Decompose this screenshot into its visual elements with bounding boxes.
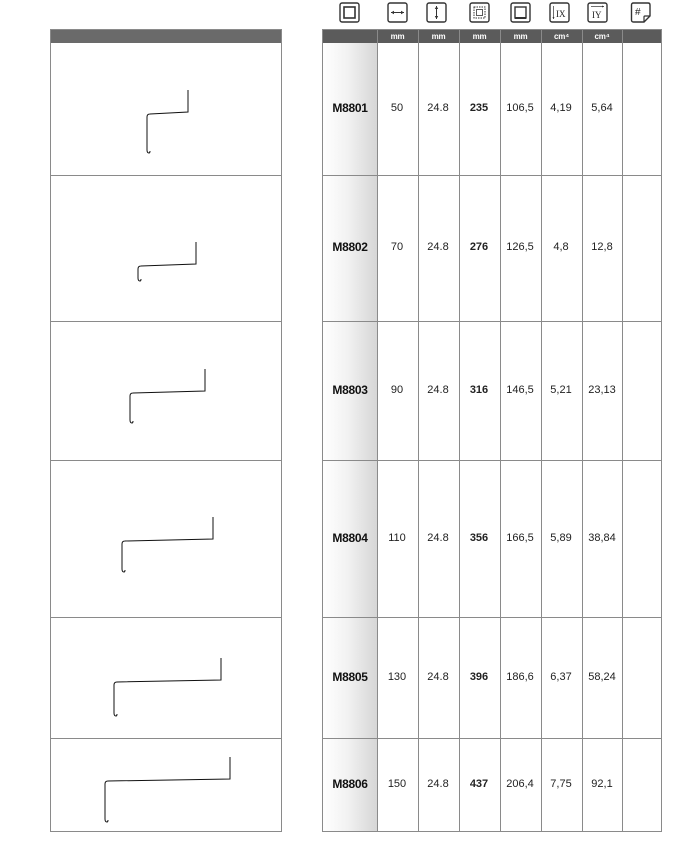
cell-area: 206,4 xyxy=(506,777,534,790)
profile-drawing xyxy=(51,618,281,739)
profile-drawing xyxy=(51,739,281,832)
cell-height: 24.8 xyxy=(427,383,449,396)
svg-text:IY: IY xyxy=(592,10,602,20)
cell-height: 24.8 xyxy=(427,531,449,544)
cell-area: 126,5 xyxy=(506,241,534,253)
iy-icon xyxy=(587,2,608,23)
profile-code: M8806 xyxy=(332,776,368,791)
svg-text:IX: IX xyxy=(556,9,566,19)
cell-iy: 38,84 xyxy=(588,531,616,544)
profile-drawing-cell xyxy=(51,175,281,322)
unit-label: cm⁴ xyxy=(594,32,610,41)
cell-ix: 4,8 xyxy=(553,241,569,253)
row-divider xyxy=(323,321,661,322)
cell-ix: 5,21 xyxy=(550,383,572,396)
profile-drawing xyxy=(51,461,281,618)
cell-area: 106,5 xyxy=(506,102,534,114)
unit-label: mm xyxy=(472,32,487,41)
count-icon xyxy=(630,2,651,23)
unit-label: mm xyxy=(390,32,405,41)
profile-code: M8801 xyxy=(332,101,368,115)
cell-iy: 5,64 xyxy=(591,102,613,114)
column-divider xyxy=(500,30,501,831)
column-divider xyxy=(622,30,623,831)
cell-ix: 6,37 xyxy=(550,670,572,683)
perimeter-frame-icon xyxy=(469,2,490,23)
cell-height: 24.8 xyxy=(427,241,449,253)
profile-outline xyxy=(147,90,188,153)
cell-area: 146,5 xyxy=(506,383,534,396)
row-divider xyxy=(323,460,661,461)
unit-label: mm xyxy=(431,32,446,41)
cell-perimeter: 356 xyxy=(469,531,489,544)
profile-outline xyxy=(114,658,221,716)
profile-drawings-panel xyxy=(50,29,282,832)
profile-outline xyxy=(138,242,196,281)
profile-drawing-cell xyxy=(51,321,281,461)
profile-drawing-cell xyxy=(51,460,281,618)
cell-iy: 12,8 xyxy=(591,241,613,253)
area-frame-icon xyxy=(510,2,531,23)
cell-perimeter: 276 xyxy=(469,241,489,253)
cell-width: 150 xyxy=(387,777,407,790)
profile-code: M8805 xyxy=(332,669,368,684)
height-arrow-icon xyxy=(426,2,447,23)
ix-icon xyxy=(549,2,570,23)
cell-ix: 5,89 xyxy=(550,531,572,544)
cell-width: 50 xyxy=(390,102,404,114)
cell-perimeter: 437 xyxy=(469,777,489,790)
code-column-shading xyxy=(323,43,377,831)
frame-icon xyxy=(339,2,360,23)
column-divider xyxy=(582,30,583,831)
column-divider xyxy=(459,30,460,831)
profile-code: M8803 xyxy=(332,382,368,397)
cell-height: 24.8 xyxy=(427,670,449,683)
cell-iy: 58,24 xyxy=(588,670,616,683)
unit-label: cm⁴ xyxy=(554,32,569,41)
column-divider xyxy=(541,30,542,831)
cell-width: 110 xyxy=(388,531,406,544)
svg-text:#: # xyxy=(635,7,641,18)
cell-height: 24.8 xyxy=(427,777,449,790)
cell-ix: 4,19 xyxy=(550,102,572,114)
cell-iy: 23,13 xyxy=(588,383,616,396)
profile-outline xyxy=(122,517,213,572)
units-header-row xyxy=(323,30,661,43)
cell-perimeter: 396 xyxy=(469,670,489,683)
row-divider xyxy=(323,175,661,176)
profile-data-table xyxy=(322,29,662,832)
column-divider xyxy=(418,30,419,831)
cell-width: 130 xyxy=(387,670,407,683)
cell-width: 70 xyxy=(390,241,404,253)
cell-perimeter: 316 xyxy=(469,383,489,396)
profile-drawing xyxy=(51,43,281,175)
profile-drawing xyxy=(51,322,281,461)
cell-width: 90 xyxy=(390,383,404,396)
cell-iy: 92,1 xyxy=(591,777,613,790)
cell-area: 186,6 xyxy=(506,670,534,683)
row-divider xyxy=(323,738,661,739)
profile-outline xyxy=(105,757,230,822)
profile-panel-header xyxy=(51,30,281,43)
profile-drawing xyxy=(51,176,281,322)
unit-label xyxy=(622,30,661,43)
cell-perimeter: 235 xyxy=(469,102,489,114)
column-divider xyxy=(377,30,378,831)
cell-ix: 7,75 xyxy=(550,777,572,790)
width-arrow-icon xyxy=(387,2,408,23)
profile-code: M8802 xyxy=(332,240,368,254)
profile-drawing-cell xyxy=(51,738,281,832)
profile-code: M8804 xyxy=(332,530,368,545)
profile-outline xyxy=(130,369,205,423)
cell-height: 24.8 xyxy=(427,102,449,114)
profile-drawing-cell xyxy=(51,43,281,175)
unit-label: mm xyxy=(513,32,528,41)
row-divider xyxy=(323,617,661,618)
profile-drawing-cell xyxy=(51,617,281,739)
cell-area: 166,5 xyxy=(506,531,534,544)
